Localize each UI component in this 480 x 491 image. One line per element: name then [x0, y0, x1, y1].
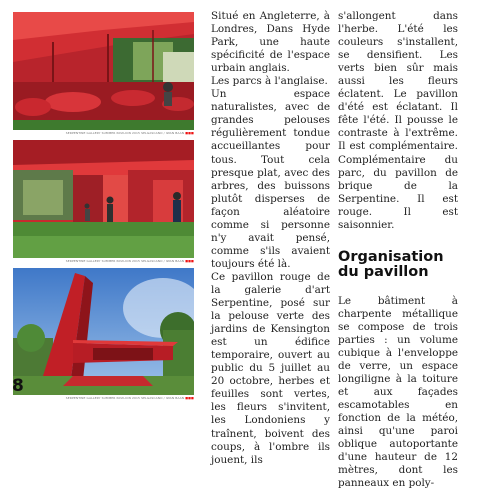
paragraph: Le bâtiment à charpente métallique se compose de trois parties : un volume cubique à l'enveloppe de verre, un espace longiligne à la toiture et aux façades escamotables en fonction de la météo, ainsi qu'une paroi oblique autoportante d'une hauteur de 12 mètres, dont les panneaux en poly-: [338, 294, 458, 490]
photo-caption-1: SERPENTINE GALLERY SUMMER PAVILION 2015 SELGASCANO / IWAN BAAN ■■■: [65, 131, 194, 135]
photo-caption-3: SERPENTINE GALLERY SUMMER PAVILION 2015 SELGASCANO / IWAN BAAN ■■■: [65, 396, 194, 400]
photo-pavilion-sky-image: [13, 268, 194, 395]
text-column-1: [211, 10, 330, 467]
text-column-2: [338, 10, 458, 491]
photo-pavilion-exterior-image: [13, 140, 194, 258]
photo-caption-2: SERPENTINE GALLERY SUMMER PAVILION 2015 SELGASCANO / IWAN BAAN ■■■: [65, 259, 194, 263]
page-number: 8: [12, 376, 24, 396]
paragraph: Les parcs à l'anglaise.: [211, 75, 328, 88]
paragraph: Ce pavillon rouge de la galerie d'art Serpentine, posé sur la pelouse verte des jardins de Kensington est un édifice temporaire, ouvert au public du 5 juillet au 20 octobre, herbes et feuilles sont vertes, les fleurs s'invitent, les Londoniens y traînent, boivent des coups, à l'ombre ils jouent, ils: [211, 270, 330, 466]
photo-pavilion-sky: [13, 268, 194, 395]
photo-pavilion-interior-image: [13, 12, 194, 130]
photo-pavilion-interior: [13, 12, 194, 130]
photo-pavilion-exterior: [13, 140, 194, 258]
paragraph: s'allongent dans l'herbe. L'été les couleurs s'installent, se densifient. Les verts bien sûr mais aussi les fleurs éclatent. Le pavillon d'été est éclatant. Il fête l'été. Il pousse le contraste à l'extrême. Il est complémentaire. Complémentaire du parc, du pavillon de brique de la Serpentine. Il est rouge. Il est saisonnier.: [338, 10, 458, 231]
section-heading: Organisation du pavillon: [338, 248, 444, 281]
paragraph: Un espace naturalistes, avec de grandes pelouses régulièrement tondue accueillantes pour tous. Tout cela presque plat, avec des arbres, des buissons plutôt disperses de façon aléatoire comme si personne n'y avait pensé, comme s'ils avaient toujours été là.: [211, 88, 330, 270]
paragraph: Situé en Angleterre, à Londres, Dans Hyde Park, une haute spécificité de l'espace urbain anglais.: [211, 10, 330, 75]
